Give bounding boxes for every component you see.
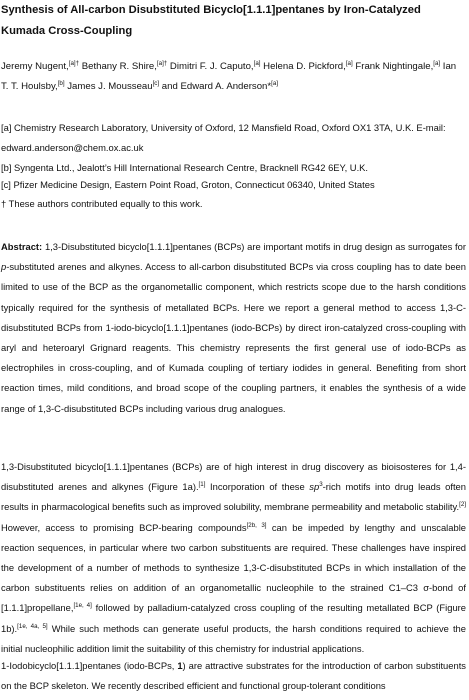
citation[interactable]: [1e, 4a, 5] xyxy=(17,622,48,630)
abstract-text: -substituted arenes and alkynes. Access to all-carbon disubstituted BCPs via cross coupling has to date been limited to use of the BCP as the organometallic component, which restricts scope due to the harsh conditions typically required for the synthesis of metallated BCPs. Here we report a general method to access 1,3-C-disubstituted BCPs from 1-iodo-bicyclo[1.1.1]pentanes (iodo-BCPs) by direct iron-catalyzed cross-coupling with aryl and heteroaryl Grignard reagents. This chemistry represents the first general use of iodo-BCPs as electrophiles in cross-coupling, and of Kumada coupling of tertiary iodides in general. Benefiting from short reaction times, mild conditions, and broad scope of the coupling partners, it enables the synthesis of a wide range of 1,3-C-disubstituted BCPs including various drug analogues. xyxy=(1,261,466,414)
abstract-text: 1,3-Disubstituted bicyclo[1.1.1]pentanes (BCPs) are important motifs in drug design as surrogates for xyxy=(42,241,466,252)
author-name: Frank Nightingale, xyxy=(352,61,434,72)
author-name: Jeremy Nugent, xyxy=(1,61,69,72)
author-affiliation-mark: [c] xyxy=(152,79,160,87)
author-affiliation-mark: [a]† xyxy=(156,59,168,67)
equal-contribution-note: † These authors contributed equally to this work. xyxy=(1,198,203,209)
citation[interactable]: [1] xyxy=(198,481,206,489)
author-affiliation-mark: [a] xyxy=(271,79,279,87)
body-text: ) are attractive substrates for the introduction of carbon substituents on the BCP skeleton. We recently described efficient and functional group-tolerant conditions xyxy=(1,660,466,692)
citation[interactable]: [1e, 4] xyxy=(73,602,92,610)
body-paragraph-1 xyxy=(1,457,466,659)
author-affiliation-mark: [a] xyxy=(253,59,261,67)
compound-number: 1 xyxy=(177,660,183,671)
author-affiliation-mark: [a]† xyxy=(68,59,80,67)
paper-title: Synthesis of All-carbon Disubstituted Bicyclo[1.1.1]pentanes by Iron-Catalyzed Kumada Cross-Coupling xyxy=(1,4,421,37)
body-text: While such methods can generate useful products, the harsh conditions required to achieve the initial nucleophilic addition limit the suitability of this chemistry for industrial applications. xyxy=(1,622,466,654)
body-italic: sp xyxy=(309,481,320,493)
body-text: 1-Iodobicyclo[1.1.1]pentanes (iodo-BCPs, xyxy=(1,660,178,671)
body-text: However, access to promising BCP-bearing compounds xyxy=(1,521,247,533)
author-affiliation-mark: [a] xyxy=(345,59,353,67)
body-text: Incorporation of these xyxy=(205,481,310,493)
author-name: Helena D. Pickford, xyxy=(260,61,346,72)
author-list xyxy=(1,57,466,97)
affiliation-a: [a] Chemistry Research Laboratory, University of Oxford, 12 Mansfield Road, Oxford OX1 3TA, U.K. E-mail: edward.anderson@chem.ox.ac.uk xyxy=(1,122,446,153)
citation[interactable]: [2b, 3] xyxy=(246,521,267,529)
body-text: -rich motifs into drug leads often results in pharmacological benefits such as improved solubility, membrane permeability and metabolic stability. xyxy=(1,481,466,513)
author-affiliation-mark: [b] xyxy=(57,79,65,87)
abstract-italic: p xyxy=(1,261,7,273)
author-name: James J. Mousseau xyxy=(64,81,153,92)
body-text: can be impeded by lengthy and unscalable reaction sequences, in particular where two carbon substituents are required. These challenges have inspired the development of a number of methods to synthesize 1,3-C-disubstituted BCPs in which installation of the carbon substituents relies on addition of an organometallic nucleophile to the strained C1–C3 σ-bond of [1.1.1]propellane, xyxy=(1,521,466,614)
body-text: followed by palladium-catalyzed cross coupling of the resulting metallated BCP (Figure 1b). xyxy=(1,602,466,634)
abstract xyxy=(1,237,466,419)
abstract-label: Abstract: xyxy=(1,241,43,252)
superscript: 3 xyxy=(319,481,323,489)
body-paragraph-2 xyxy=(1,656,466,696)
author-name: and Edward A. Anderson* xyxy=(159,81,272,92)
author-name: Ian T. T. Houlsby, xyxy=(1,61,457,92)
body-text: 1,3-Disubstituted bicyclo[1.1.1]pentanes (BCPs) are of high interest in drug discovery as bioisosteres for 1,4-disubstituted arenes and alkynes (Figure 1a). xyxy=(1,461,466,493)
affiliation-b: [b] Syngenta Ltd., Jealott’s Hill International Research Centre, Bracknell RG42 6EY, U.K. xyxy=(1,162,369,173)
citation[interactable]: [2] xyxy=(459,501,466,509)
author-affiliation-mark: [a] xyxy=(433,59,441,67)
author-name: Dimitri F. J. Caputo, xyxy=(167,61,254,72)
affiliation-c: [c] Pfizer Medicine Design, Eastern Point Road, Groton, Connecticut 06340, United States xyxy=(1,179,375,190)
author-name: Bethany R. Shire, xyxy=(79,61,157,72)
